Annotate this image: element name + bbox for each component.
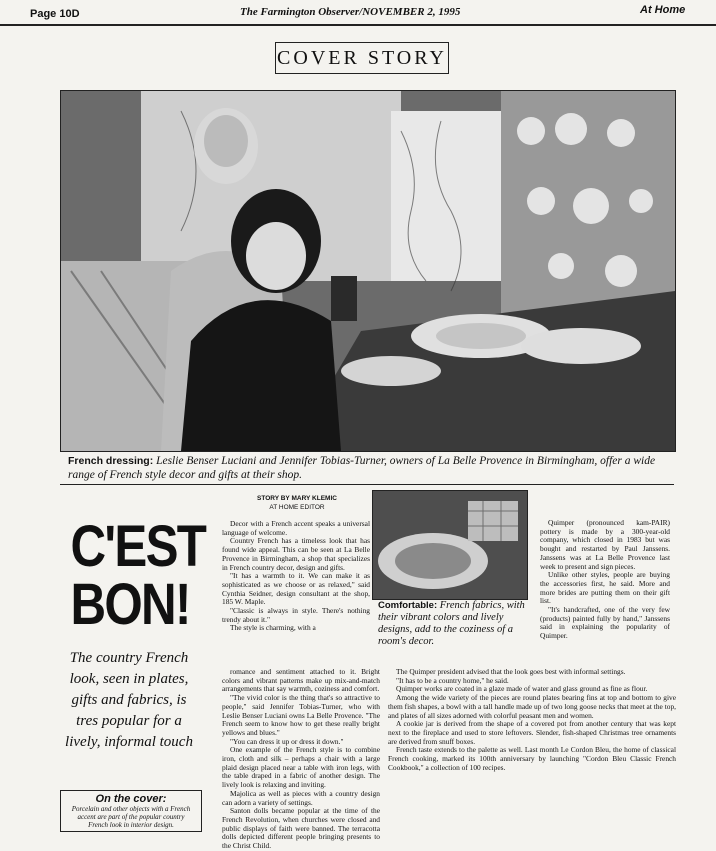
paragraph: The Quimper president advised that the look goes best with informal settings. xyxy=(396,667,626,676)
headline-line2: BON! xyxy=(70,572,190,637)
cover-story-box xyxy=(275,42,449,74)
caption-text: Leslie Benser Luciani and Jennifer Tobias-Turner, owners of La Belle Provence in Birmingham, offer a wide range of French style decor and gifts at their shop. xyxy=(68,455,656,481)
inset-caption xyxy=(378,600,528,648)
body-column-1 xyxy=(222,520,370,633)
caption-lead: French dressing: xyxy=(68,455,154,467)
paragraph: "It has to be a country home," he said. xyxy=(396,675,509,685)
masthead: The Farmington Observer/NOVEMBER 2, 1995 xyxy=(240,6,461,18)
body-column-4 xyxy=(388,668,676,772)
paragraph: One example of the French style is to combine iron, cloth and silk – perhaps a chair with a large plaid design placed near a table with iron legs, with the table draped in a fabric of another design. The lively look is relaxing and inviting. xyxy=(222,745,380,790)
headline xyxy=(70,514,206,637)
page-number: Page 10D xyxy=(30,8,80,20)
byline-author: STORY BY MARY KLEMIC xyxy=(257,495,337,502)
inset-caption-text: French fabrics, with their vibrant colors and lively designs, add to the coziness of a room's decor. xyxy=(378,600,525,647)
paragraph: Majolica as well as pieces with a country design can adorn a variety of settings. xyxy=(222,788,380,807)
cover-story-label: COVER STORY xyxy=(277,47,447,69)
byline-role: AT HOME EDITOR xyxy=(269,504,325,511)
paragraph: The style is charming, with a xyxy=(230,623,316,633)
paragraph: A cookie jar is derived from the shape of a covered pot from another century that was kept next to the fireplace and used to store leftovers. Slender, fish-shaped Christmas tree ornaments are derived from snuff boxes. xyxy=(388,719,676,746)
page-header xyxy=(0,0,716,26)
photo-caption xyxy=(68,454,678,482)
byline xyxy=(222,494,372,512)
deck: The country French look, seen in plates, gifts and fabrics, is tres popular for a lively, informal touch xyxy=(65,650,193,750)
on-cover-text: Porcelain and other objects with a French accent are part of the popular country French look in interior design. xyxy=(71,805,191,829)
shop-photo-illustration xyxy=(61,91,675,451)
divider xyxy=(60,484,674,485)
inset-photo xyxy=(372,490,528,600)
fabric-photo-illustration xyxy=(373,491,527,599)
inset-caption-lead: Comfortable: xyxy=(378,600,438,611)
section-name: At Home xyxy=(640,4,686,16)
paragraph: "You can dress it up or dress it down." xyxy=(230,736,344,746)
on-cover-box xyxy=(60,790,202,832)
paragraph: "It's handcrafted, one of the very few (products) painted fully by hand," Janssens said in explaining the popularity of Quimper. xyxy=(540,605,670,641)
paragraph: French taste extends to the palette as well. Last month Le Cordon Bleu, the home of classical French cooking, marked its 100th anniversary by launching "Cordon Bleu Classic French Cookbook," a collection of 100 recipes. xyxy=(388,745,676,772)
paragraph: Unlike other styles, people are buying the accessories first, he said. More and more brides are putting them on their gift list. xyxy=(540,570,670,606)
paragraph: "Classic is always in style. There's nothing trendy about it." xyxy=(222,606,370,624)
body-column-3 xyxy=(540,519,670,641)
paragraph: Country French has a timeless look that has found wide appeal. This can be seen at La Belle Provence in Birmingham, a shop that specializes in French country decor, design and gifts. xyxy=(222,536,370,572)
paragraph: Decor with a French accent speaks a universal language of welcome. xyxy=(222,519,370,537)
paragraph: Quimper (pronounced kam-PAIR) pottery is made by a 300-year-old company, which closed in 1983 but was bought and restarted by Paul Janssens. Janssens was at La Belle Provence last week to present and sign pieces. xyxy=(540,518,670,571)
paragraph: "It has a warmth to it. We can make it as sophisticated as we choose or as relaxed," said Cynthia Seidner, design consultant at the shop, 185 W. Maple. xyxy=(222,571,370,607)
main-photo xyxy=(60,90,676,452)
paragraph: Quimper works are coated in a glaze made of water and glass ground as fine as flour. xyxy=(396,684,648,694)
body-column-2 xyxy=(222,668,380,851)
paragraph: Among the wide variety of the pieces are round plates bearing fins at top and bottom to give them fish shapes, a bowl with a tall handle made up of two long goose necks that meet at the top, and plates of all sizes adorned with colorful peasant men and women. xyxy=(388,693,676,720)
headline-line1: C'EST xyxy=(70,514,206,579)
paragraph: romance and sentiment attached to it. Bright colors and vibrant patterns make up mix-and-match arrangements that say warmth, coziness and comfort. xyxy=(222,667,380,694)
paragraph: "The vivid color is the thing that's so attractive to people," said Jennifer Tobias-Turner, who with Leslie Benser Luciani owns La Belle Provence. "The French seem to know how to get these really bright yellows and blues." xyxy=(222,693,380,737)
paragraph: Santon dolls became popular at the time of the French Revolution, when churches were closed and public displays of faith were banned. The terracotta dolls depicted different people bringing presents to the Christ Child. xyxy=(222,806,380,851)
on-cover-title: On the cover: xyxy=(95,793,167,805)
